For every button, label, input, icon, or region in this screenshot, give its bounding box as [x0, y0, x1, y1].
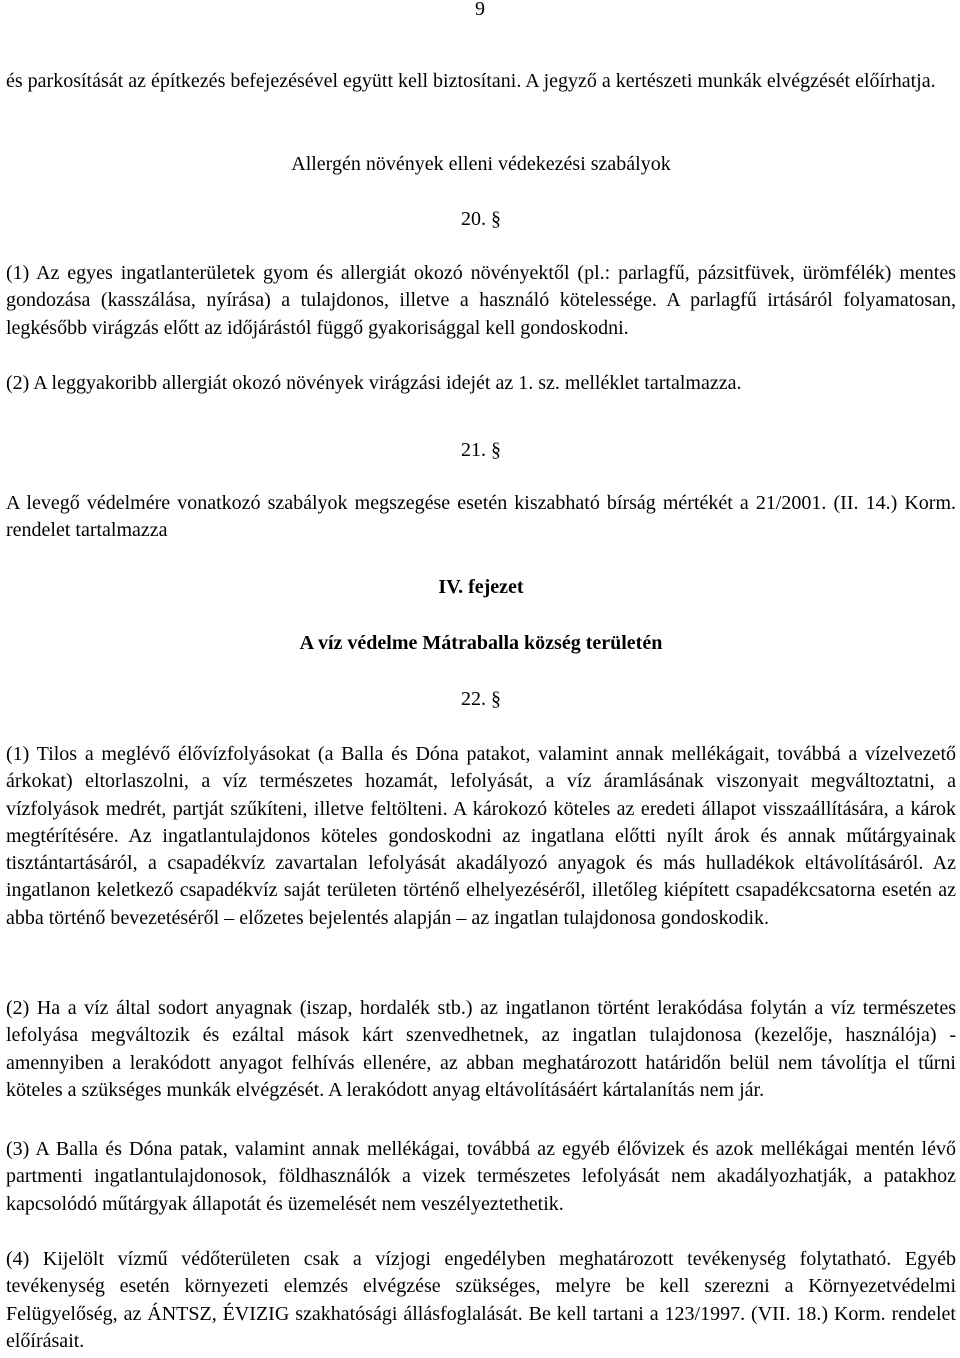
page-number: 9 — [475, 0, 485, 20]
section-22-paragraph-4: (4) Kijelölt vízmű védőterületen csak a vízjogi engedélyben meghatározott tevékenység folytatható. Egyéb tevékenység esetén környezeti elemzés elvégzése szükséges, melyre be kell szerezni a Környezetvédelmi Felügyelőség, az ÁNTSZ, ÉVIZIG szakhatósági állásfoglalását. Be kell tartani a 123/1997. (VII. 18.) Korm. rendelet előírásait. — [6, 1248, 956, 1352]
section-20-paragraph-2: (2) A leggyakoribb allergiát okozó növények virágzási idejét az 1. sz. melléklet tartalmazza. — [6, 372, 742, 394]
section-title-allergen: Allergén növények elleni védekezési szabályok — [291, 153, 671, 175]
section-20-paragraph-1: (1) Az egyes ingatlanterületek gyom és allergiát okozó növényektől (pl.: parlagfű, pázsitfüvek, ürömfélék) mentes gondozása (kasszálása, nyírása) a tulajdonos, illetve a használó kötelessége. A parlagfű irtásáról folyamatosan, legkésőbb virágzás előtt az időjárástól függő gyakorisággal kell gondoskodni. — [6, 262, 956, 339]
section-22-number: 22. § — [461, 688, 501, 710]
section-22-paragraph-3: (3) A Balla és Dóna patak, valamint annak mellékágai, továbbá az egyéb élővizek és azok mellékágai mentén lévő partmenti ingatlantulajdonosok, földhasználók a vizek természetes lefolyását nem akadályozhatják, a patakhoz kapcsolódó műtárgyak állapotát és üzemelését nem veszélyeztethetik. — [6, 1138, 956, 1215]
section-22-paragraph-2: (2) Ha a víz által sodort anyagnak (iszap, hordalék stb.) az ingatlanon történt lerakódása folytán a víz természetes lefolyása megváltozik és ezáltal mások kárt szenvedhetnek, az ingatlan tulajdonosa (kezelője, használója) - amennyiben a lerakódott anyagot felhívás ellenére, az abban meghatározott határidőn belül nem távolítja el tűrni köteles a szükséges munkák elvégzését. A lerakódott anyag eltávolításáért kártalanítás nem jár. — [6, 997, 956, 1101]
section-21-number: 21. § — [461, 439, 501, 461]
chapter-title: A víz védelme Mátraballa község területén — [299, 632, 663, 654]
chapter-number: IV. fejezet — [438, 576, 524, 598]
section-21-paragraph: A levegő védelmére vonatkozó szabályok megszegése esetén kiszabható bírság mértékét a 21/2001. (II. 14.) Korm. rendelet tartalmazza — [6, 492, 956, 542]
intro-paragraph: és parkosítását az építkezés befejezésével együtt kell biztosítani. A jegyző a kertészeti munkák elvégzését előírhatja. — [6, 70, 936, 92]
section-20-number: 20. § — [461, 208, 501, 230]
section-22-paragraph-1: (1) Tilos a meglévő élővízfolyásokat (a Balla és Dóna patakot, valamint annak mellékágait, továbbá a vízelvezető árkokat) eltorlaszolni, a víz természetes hozamát, lefolyását, a víz áramlásának viszonyait megváltoztatni, a vízfolyások medrét, partját szűkíteni, illetve feltölteni. A károkozó köteles az eredeti állapot visszaállítására, a károk megtérítésére. Az ingatlantulajdonos köteles gondoskodni az ingatlana előtti nyílt árok és annak műtárgyainak tisztántartásáról, a csapadékvíz zavartalan lefolyását akadályozó anyagok és más hulladékok eltávolításáról. Az ingatlanon keletkező csapadékvíz saját területen történő elhelyezéséről, illetőleg kiépített csapadékcsatorna esetén az abba történő bevezetéséről – előzetes bejelentés alapján – az ingatlan tulajdonosa gondoskodik. — [6, 743, 956, 929]
